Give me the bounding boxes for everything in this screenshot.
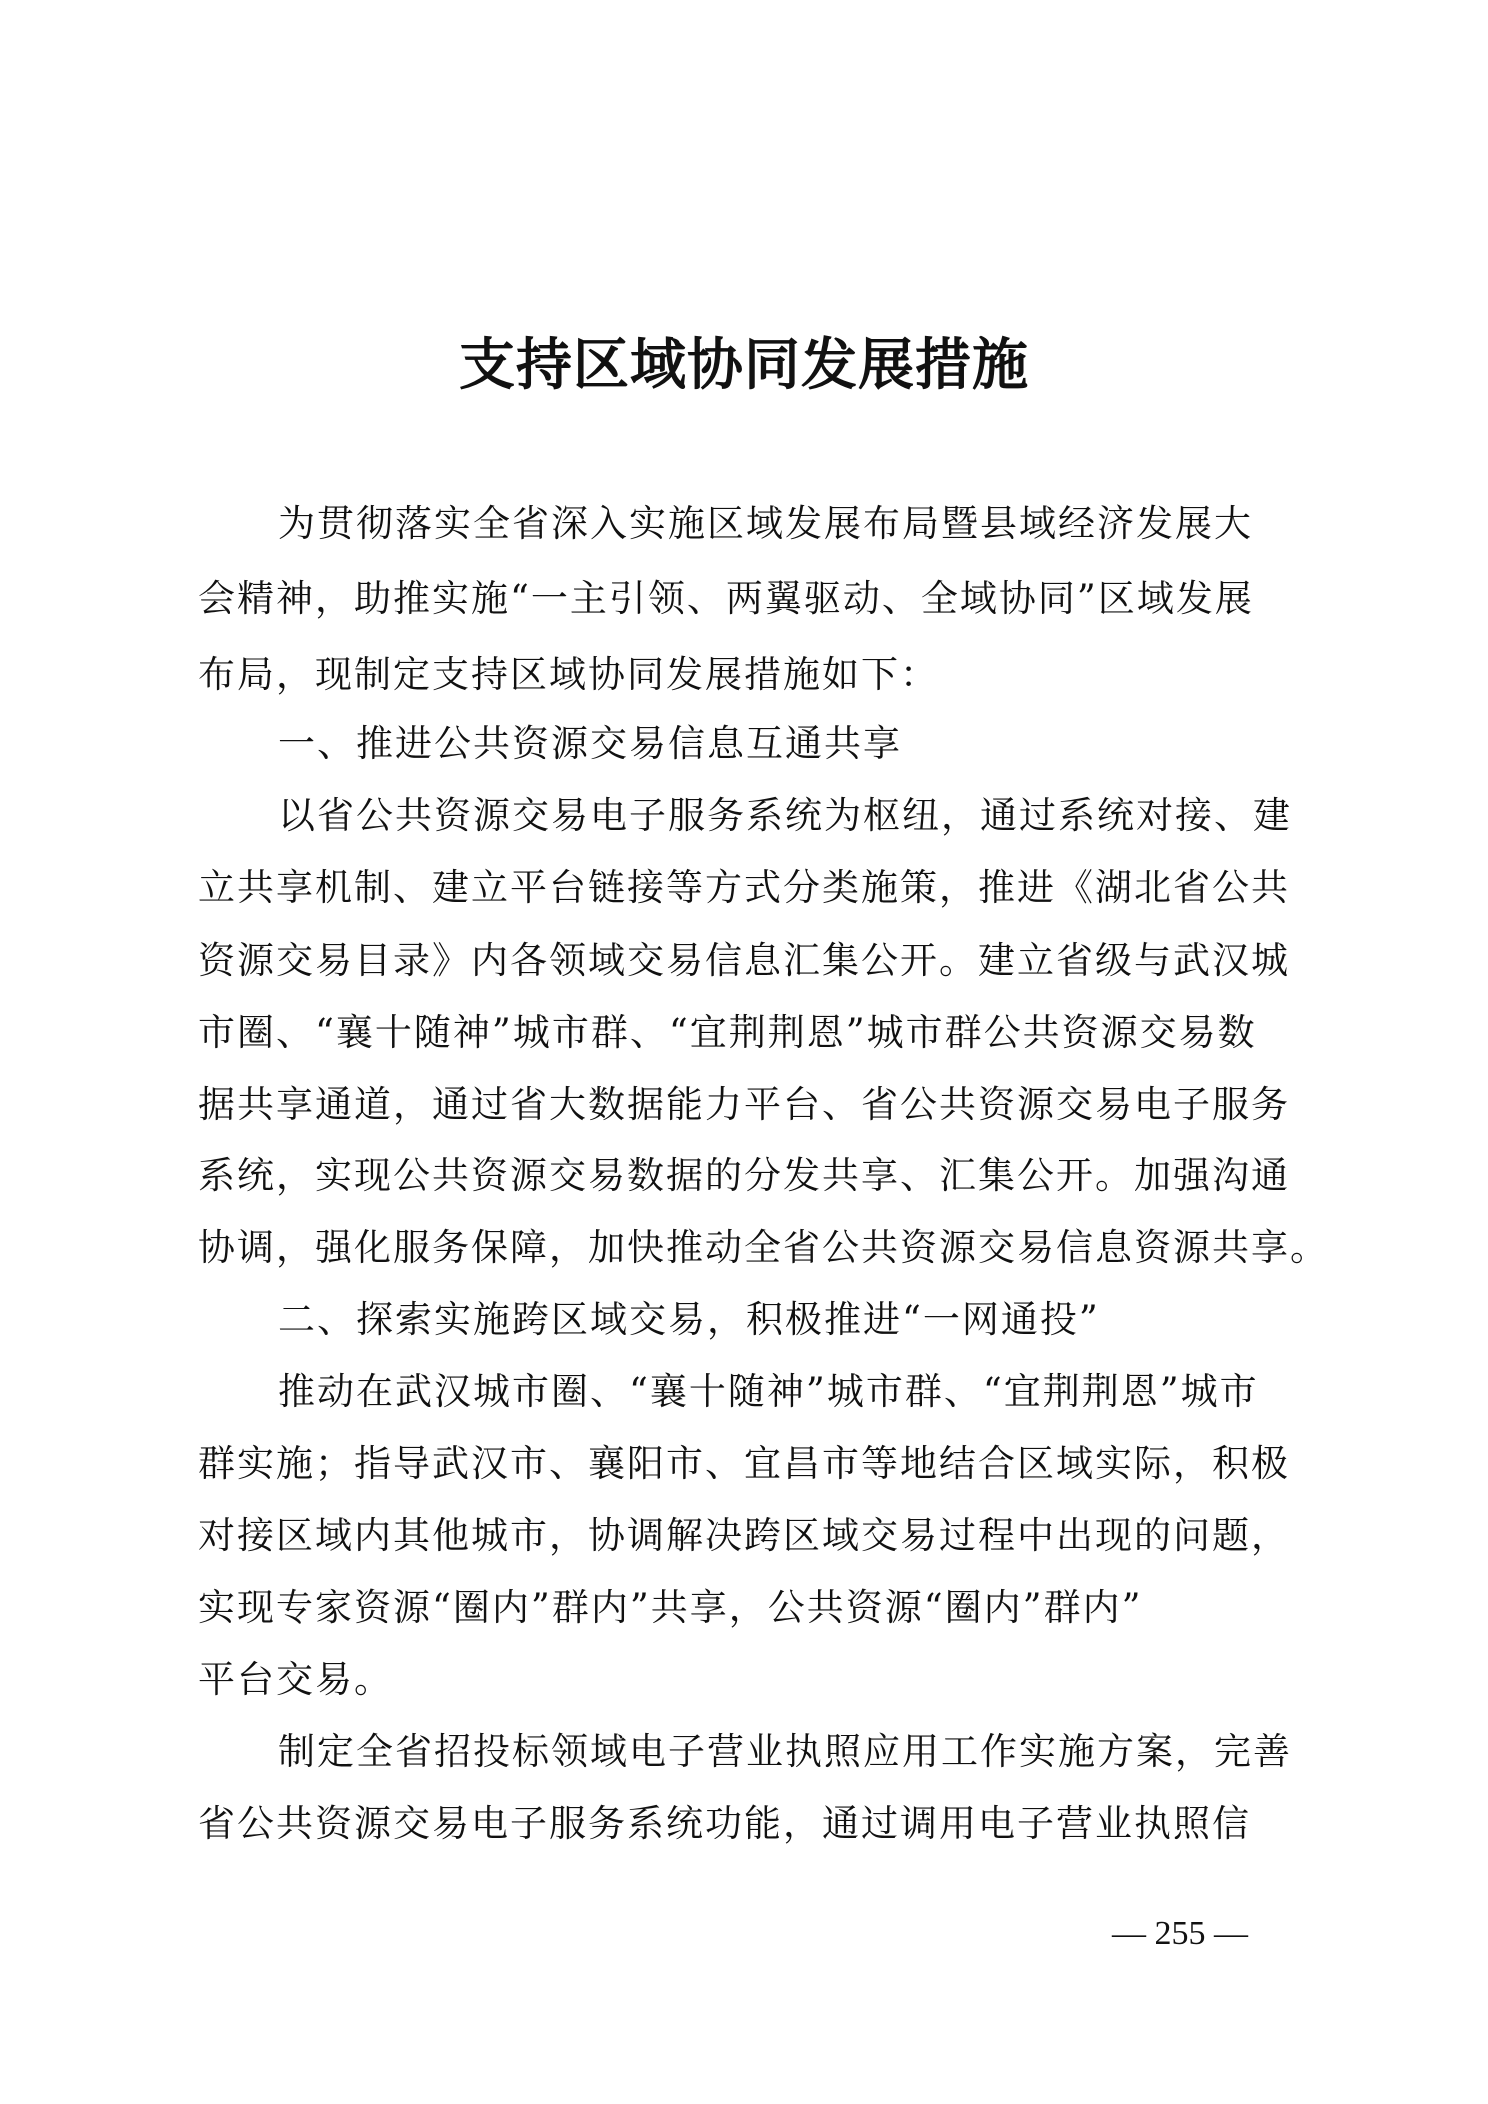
paragraph-line: 立共享机制、建立平台链接等方式分类施策，推进《湖北省公共 (198, 866, 1290, 909)
document-title: 支持区域协同发展措施 (459, 332, 1029, 398)
paragraph-line: 为贯彻落实全省深入实施区域发展布局暨县域经济发展大 (278, 502, 1253, 545)
paragraph-line: 协调，强化服务保障，加快推动全省公共资源交易信息资源共享。 (198, 1226, 1329, 1269)
paragraph-line: 推动在武汉城市圈、“襄十随神”城市群、“宜荆荆恩”城市 (278, 1370, 1259, 1413)
paragraph-line: 群实施；指导武汉市、襄阳市、宜昌市等地结合区域实际，积极 (198, 1442, 1290, 1485)
paragraph-line: 平台交易。 (198, 1658, 393, 1701)
paragraph-line: 会精神，助推实施“一主引领、两翼驱动、全域协同”区域发展 (198, 577, 1254, 620)
paragraph-line: 对接区域内其他城市，协调解决跨区域交易过程中出现的问题， (198, 1514, 1290, 1557)
paragraph-line: 市圈、“襄十随神”城市群、“宜荆荆恩”城市群公共资源交易数 (198, 1011, 1257, 1054)
section-heading: 二、探索实施跨区域交易，积极推进“一网通投” (278, 1298, 1100, 1341)
paragraph-line: 以省公共资源交易电子服务系统为枢纽，通过系统对接、建 (278, 794, 1292, 837)
section-heading: 一、推进公共资源交易信息互通共享 (278, 722, 902, 765)
page-number: — 255 — (1112, 1915, 1248, 1952)
paragraph-line: 实现专家资源“圈内”群内”共享，公共资源“圈内”群内” (198, 1586, 1143, 1629)
paragraph-line: 据共享通道，通过省大数据能力平台、省公共资源交易电子服务 (198, 1083, 1290, 1126)
paragraph-line: 资源交易目录》内各领域交易信息汇集公开。建立省级与武汉城 (198, 939, 1290, 982)
paragraph-line: 制定全省招投标领域电子营业执照应用工作实施方案，完善 (278, 1730, 1292, 1773)
paragraph-line: 系统，实现公共资源交易数据的分发共享、汇集公开。加强沟通 (198, 1154, 1290, 1197)
paragraph-line: 省公共资源交易电子服务系统功能，通过调用电子营业执照信 (198, 1802, 1251, 1845)
paragraph-line: 布局，现制定支持区域协同发展措施如下： (198, 653, 939, 696)
